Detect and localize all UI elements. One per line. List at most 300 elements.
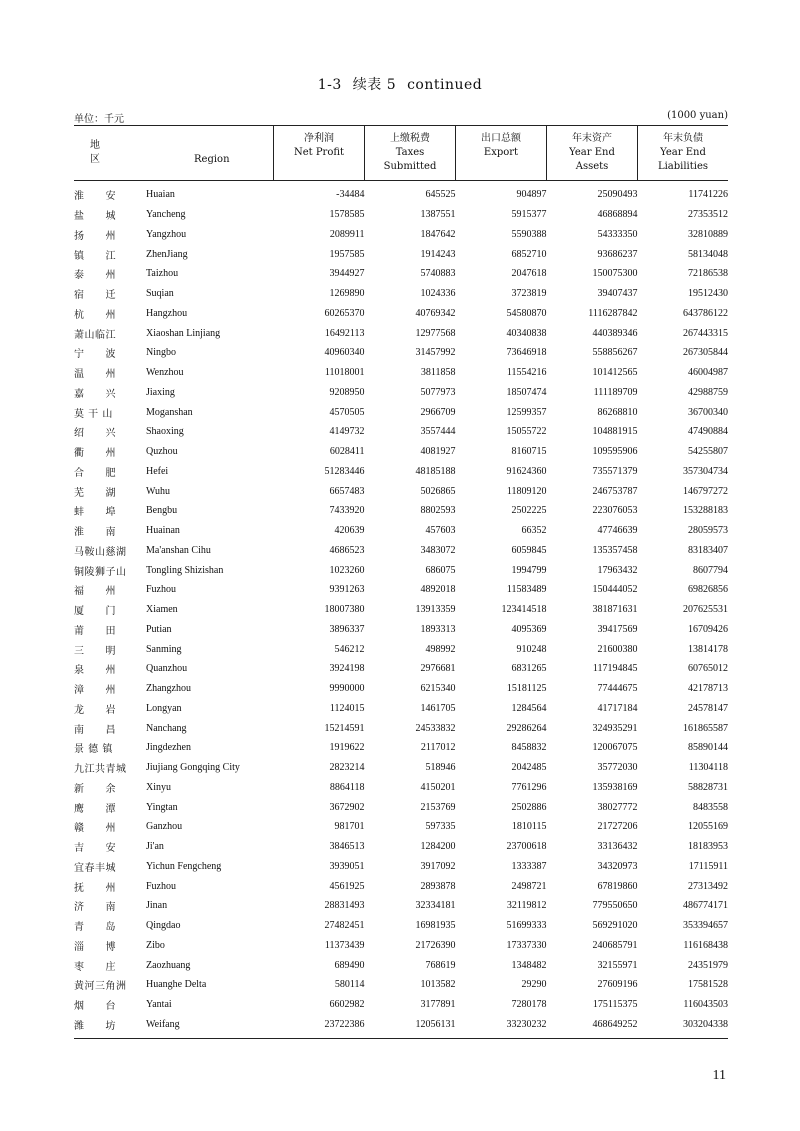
cell-year-end-liabilities: 11304118 [688,762,728,774]
table-row [74,817,728,837]
unit-label-en: (1000 yuan) [667,110,728,121]
cell-year-end-assets: 120067075 [592,742,638,754]
cell-export: 32119812 [506,900,547,912]
cell-region-en: Xiamen [146,604,178,616]
cell-year-end-assets: 38027772 [597,801,638,813]
cell-export: 1284564 [511,702,547,714]
table-number: 1-3 [317,77,342,93]
header-liabilities-en1: Year End [660,147,706,158]
cell-taxes-submitted: 40769342 [415,307,456,319]
cell-region-cn: 萧山临江 [74,329,116,341]
cell-taxes-submitted: 3917092 [420,860,456,872]
cell-net-profit: 4561925 [329,880,365,892]
cell-year-end-assets: 468649252 [547,1015,638,1039]
cell-export: 6059845 [511,544,547,556]
cell-year-end-assets: 17963432 [597,564,638,576]
cell-export: 2502225 [511,505,547,517]
statistics-table [74,125,728,1039]
cell-export: 7761296 [511,781,547,793]
cell-year-end-liabilities: 12055169 [688,821,728,833]
cell-region-en: ZhenJiang [146,248,188,260]
header-net-profit-en: Net Profit [293,147,345,158]
cell-region-en: Zhangzhou [146,683,191,695]
cell-taxes-submitted: 1284200 [420,841,456,853]
cell-taxes-submitted: 3483072 [420,544,456,556]
cell-region-en: Wuhu [146,485,171,497]
cell-export: 29286264 [506,722,547,734]
table-row [74,975,728,995]
cell-year-end-liabilities: 32810889 [688,228,728,240]
cell-year-end-assets: 27609196 [597,979,638,991]
cell-export: 1333387 [511,860,547,872]
cell-year-end-assets: 25090493 [597,189,638,201]
cell-taxes-submitted: 12056131 [365,1015,456,1039]
cell-year-end-assets: 104881915 [592,426,638,438]
cell-export: 2502886 [511,801,547,813]
cell-year-end-liabilities: 47490884 [688,426,728,438]
cell-region-en: Quanzhou [146,663,188,675]
cell-taxes-submitted: 21726390 [415,939,456,951]
cell-region-cn: 淮 南 [74,527,116,539]
header-taxes-en2: Submitted [383,161,437,172]
cell-taxes-submitted: 686075 [425,564,456,576]
title-en: continued [407,77,483,93]
cell-region-en: Ji'an [146,841,164,853]
cell-region-en: Yancheng [146,209,186,221]
table-row [74,481,728,501]
cell-net-profit: 689490 [334,959,365,971]
cell-year-end-assets: 77444675 [597,683,638,695]
cell-year-end-liabilities: 83183407 [688,544,728,556]
cell-export: 17337330 [506,939,547,951]
cell-region-cn: 泉 州 [74,665,116,677]
cell-year-end-liabilities: 18183953 [688,841,728,853]
cell-taxes-submitted: 24533832 [415,722,456,734]
page-number: 11 [712,1068,726,1083]
cell-region-en: Jiujiang Gongqing City [146,762,240,774]
cell-region-cn: 吉 安 [74,843,116,855]
cell-net-profit: -34484 [336,189,365,201]
cell-taxes-submitted: 5077973 [420,386,456,398]
cell-export: 3723819 [511,288,547,300]
cell-year-end-liabilities: 8483558 [693,801,728,813]
cell-year-end-liabilities: 486774171 [683,900,728,912]
cell-net-profit: 60265370 [324,307,365,319]
cell-export: 29290 [521,979,547,991]
cell-net-profit: 27482451 [324,920,365,932]
cell-region-en: Suqian [146,288,174,300]
cell-year-end-assets: 381871631 [592,604,638,616]
table-row [74,244,728,264]
table-row [74,264,728,284]
table-row [74,323,728,343]
cell-taxes-submitted: 2893878 [420,880,456,892]
cell-region-cn: 衢 州 [74,448,116,460]
table-row [74,205,728,225]
table-header-row [74,126,728,181]
cell-taxes-submitted: 5026865 [420,485,456,497]
cell-taxes-submitted: 1893313 [420,623,456,635]
cell-year-end-liabilities: 116168438 [683,939,728,951]
cell-region-cn: 芜 湖 [74,487,116,499]
cell-year-end-liabilities: 13814178 [688,643,728,655]
cell-taxes-submitted: 48185188 [415,465,456,477]
cell-net-profit: 3939051 [329,860,365,872]
cell-taxes-submitted: 645525 [425,189,456,201]
table-row [74,995,728,1015]
cell-net-profit: 4686523 [329,544,365,556]
cell-region-cn: 赣 州 [74,823,116,835]
cell-net-profit: 9391263 [329,584,365,596]
cell-year-end-liabilities: 42988759 [688,386,728,398]
cell-region-cn: 宜春丰城 [74,862,116,874]
header-net-profit-cn: 净利润 [304,133,334,144]
cell-net-profit: 420639 [334,525,365,537]
cell-year-end-assets: 246753787 [592,485,638,497]
cell-year-end-assets: 135357458 [592,544,638,556]
cell-export: 5915377 [511,209,547,221]
cell-net-profit: 981701 [334,821,365,833]
table-row [74,936,728,956]
cell-region-en: Taizhou [146,268,179,280]
cell-year-end-liabilities: 267305844 [683,347,728,359]
table-row [74,560,728,580]
header-liabilities-cn: 年末负债 [663,133,703,144]
cell-region-cn: 三 明 [74,645,116,657]
table-row [74,837,728,857]
cell-export: 2498721 [511,880,547,892]
table-row [74,896,728,916]
header-export [456,126,547,181]
cell-year-end-assets: 135938169 [592,781,638,793]
cell-year-end-liabilities: 8607794 [693,564,728,576]
cell-year-end-assets: 93686237 [597,248,638,260]
table-row [74,620,728,640]
cell-export: 66352 [521,525,547,537]
table-row [74,699,728,719]
cell-region-cn: 龙 岩 [74,704,116,716]
cell-year-end-assets: 440389346 [592,327,638,339]
cell-net-profit: 28831493 [324,900,365,912]
cell-year-end-assets: 117194845 [592,663,638,675]
cell-net-profit: 51283446 [324,465,365,477]
cell-region-cn: 九江共青城 [74,764,127,776]
cell-region-en: Hefei [146,465,169,477]
header-taxes-en1: Taxes [395,147,425,158]
header-net-profit [274,126,365,181]
cell-region-cn: 宿 迁 [74,290,116,302]
cell-export: 1994799 [511,564,547,576]
cell-net-profit: 3944927 [329,268,365,280]
cell-taxes-submitted: 1387551 [420,209,456,221]
table-row [74,639,728,659]
cell-year-end-assets: 779550650 [592,900,638,912]
cell-year-end-liabilities: 207625531 [683,604,728,616]
cell-region-cn: 杭 州 [74,309,116,321]
cell-region-cn: 烟 台 [74,1001,116,1013]
table-row [74,501,728,521]
cell-year-end-liabilities: 116043503 [683,999,728,1011]
cell-region-en: Yichun Fengcheng [146,860,222,872]
cell-year-end-liabilities: 24351979 [688,959,728,971]
cell-taxes-submitted: 768619 [425,959,456,971]
cell-region-cn: 泰 州 [74,270,116,282]
cell-region-cn: 镇 江 [74,250,116,262]
cell-region-cn: 莫 干 山 [74,408,113,420]
cell-taxes-submitted: 3811858 [420,367,456,379]
cell-region-en: Fuzhou [146,880,176,892]
cell-region-cn: 铜陵狮子山 [74,566,127,578]
cell-net-profit: 18007380 [324,604,365,616]
cell-net-profit: 1124015 [329,702,365,714]
cell-year-end-liabilities: 19512430 [688,288,728,300]
table-row [74,1015,728,1039]
table-row [74,284,728,304]
header-liabilities [638,126,729,181]
cell-net-profit: 580114 [334,979,365,991]
cell-taxes-submitted: 1013582 [420,979,456,991]
cell-export: 123414518 [501,604,547,616]
cell-year-end-assets: 1116287842 [588,307,638,319]
cell-region-cn: 莆 田 [74,625,116,637]
cell-taxes-submitted: 3557444 [420,426,456,438]
table-row [74,521,728,541]
cell-year-end-assets: 35772030 [597,762,638,774]
cell-net-profit: 11373439 [324,939,365,951]
cell-taxes-submitted: 4892018 [420,584,456,596]
cell-taxes-submitted: 4081927 [420,446,456,458]
cell-year-end-liabilities: 27353512 [688,209,728,221]
header-assets-en1: Year End [569,147,615,158]
cell-year-end-assets: 86268810 [597,406,638,418]
cell-region-en: Moganshan [146,406,193,418]
cell-year-end-assets: 150444052 [592,584,638,596]
header-assets [547,126,638,181]
cell-region-en: Zaozhuang [146,959,191,971]
cell-net-profit: 3924198 [329,663,365,675]
cell-region-cn: 青 岛 [74,922,116,934]
table-row [74,916,728,936]
cell-net-profit: 4149732 [329,426,365,438]
table-row [74,797,728,817]
cell-taxes-submitted: 5740883 [420,268,456,280]
title-cn: 续表 5 [352,77,397,93]
cell-year-end-liabilities: 42178713 [688,683,728,695]
cell-region-cn: 鹰 潭 [74,803,116,815]
table-body [74,181,728,1039]
cell-net-profit: 6657483 [329,485,365,497]
header-liabilities-en2: Liabilities [657,161,709,172]
table-row [74,758,728,778]
table-row [74,778,728,798]
cell-region-en: Ganzhou [146,821,183,833]
cell-year-end-liabilities: 85890144 [688,742,728,754]
cell-net-profit: 1578585 [329,209,365,221]
cell-taxes-submitted: 31457992 [415,347,456,359]
cell-year-end-liabilities: 58134048 [688,248,728,260]
cell-taxes-submitted: 3177891 [420,999,456,1011]
cell-region-cn: 盐 城 [74,211,116,223]
cell-taxes-submitted: 6215340 [420,683,456,695]
cell-net-profit: 3672902 [329,801,365,813]
cell-region-cn: 抚 州 [74,882,116,894]
cell-region-cn: 宁 波 [74,349,116,361]
cell-net-profit: 11018001 [324,367,365,379]
cell-year-end-liabilities: 267443315 [683,327,728,339]
header-region [74,126,274,181]
cell-year-end-liabilities: 643786122 [683,307,728,319]
cell-taxes-submitted: 2966709 [420,406,456,418]
cell-export: 904897 [516,189,547,201]
cell-region-cn: 新 余 [74,783,116,795]
cell-export: 11554216 [506,367,547,379]
cell-taxes-submitted: 2153769 [420,801,456,813]
header-export-cn: 出口总额 [481,133,521,144]
cell-region-cn: 黄河三角洲 [74,981,127,993]
header-assets-cn: 年末资产 [572,133,612,144]
cell-taxes-submitted: 32334181 [415,900,456,912]
cell-year-end-assets: 41717184 [597,702,638,714]
cell-export: 40340838 [506,327,547,339]
cell-region-cn: 景 德 镇 [74,744,113,756]
cell-export: 73646918 [506,347,547,359]
table-row [74,580,728,600]
cell-year-end-liabilities: 24578147 [688,702,728,714]
cell-year-end-assets: 33136432 [597,841,638,853]
table-row [74,462,728,482]
cell-region-cn: 福 州 [74,586,116,598]
cell-net-profit: 6602982 [329,999,365,1011]
cell-year-end-assets: 569291020 [592,920,638,932]
table-row [74,659,728,679]
cell-export: 7280178 [511,999,547,1011]
cell-year-end-liabilities: 146797272 [683,485,728,497]
cell-taxes-submitted: 2976681 [420,663,456,675]
cell-year-end-assets: 223076053 [592,505,638,517]
cell-taxes-submitted: 457603 [425,525,456,537]
cell-year-end-liabilities: 17115911 [688,860,728,872]
cell-year-end-assets: 558856267 [592,347,638,359]
cell-region-cn: 马鞍山慈湖 [74,546,127,558]
cell-export: 54580870 [506,307,547,319]
cell-taxes-submitted: 1914243 [420,248,456,260]
cell-year-end-liabilities: 69826856 [688,584,728,596]
cell-year-end-assets: 21727206 [597,821,638,833]
cell-export: 2042485 [511,762,547,774]
cell-net-profit: 2823214 [329,762,365,774]
cell-net-profit: 1269890 [329,288,365,300]
cell-region-en: Longyan [146,702,182,714]
cell-export: 6852710 [511,248,547,260]
cell-region-en: Bengbu [146,505,178,517]
cell-region-en: Jinan [146,900,168,912]
table-row [74,600,728,620]
table-row [74,343,728,363]
cell-region-cn: 温 州 [74,369,116,381]
cell-year-end-liabilities: 54255807 [688,446,728,458]
cell-region-cn: 漳 州 [74,685,116,697]
cell-taxes-submitted: 13913359 [415,604,456,616]
unit-label-cn: 单位：千元 [74,114,124,125]
cell-net-profit: 7433920 [329,505,365,517]
cell-export: 910248 [516,643,547,655]
cell-year-end-assets: 150075300 [592,268,638,280]
cell-year-end-liabilities: 353394657 [683,920,728,932]
cell-year-end-liabilities: 72186538 [688,268,728,280]
table-row [74,383,728,403]
cell-export: 1810115 [511,821,547,833]
cell-region-cn: 绍 兴 [74,428,116,440]
table-row [74,402,728,422]
cell-export: 5590388 [511,228,547,240]
cell-taxes-submitted: 12977568 [415,327,456,339]
cell-net-profit: 3896337 [329,623,365,635]
cell-export: 91624360 [506,465,547,477]
cell-export: 12599357 [506,406,547,418]
cell-year-end-liabilities: 11741226 [688,189,728,201]
header-taxes [365,126,456,181]
cell-net-profit: 546212 [334,643,365,655]
cell-export: 8458832 [511,742,547,754]
cell-year-end-assets: 21600380 [597,643,638,655]
cell-region-en: Ma'anshan Cihu [146,544,211,556]
table-row [74,718,728,738]
cell-year-end-liabilities: 153288183 [683,505,728,517]
table-row [74,225,728,245]
table-row [74,442,728,462]
cell-taxes-submitted: 4150201 [420,781,456,793]
cell-region-cn: 厦 门 [74,606,116,618]
table-row [74,541,728,561]
cell-region-en: Hangzhou [146,307,188,319]
cell-export: 15181125 [506,683,547,695]
cell-region-en: Huanghe Delta [146,979,207,991]
table-row [74,679,728,699]
cell-region-en: Yangzhou [146,228,187,240]
cell-year-end-liabilities: 161865587 [683,722,728,734]
table-title [0,74,800,94]
cell-net-profit: 6028411 [329,446,365,458]
cell-region-cn: 嘉 兴 [74,388,116,400]
cell-region-en: Zibo [146,939,165,951]
cell-year-end-assets: 54333350 [597,228,638,240]
cell-year-end-liabilities: 28059573 [688,525,728,537]
cell-year-end-liabilities: 17581528 [688,979,728,991]
cell-export: 2047618 [511,268,547,280]
cell-taxes-submitted: 1461705 [420,702,456,714]
cell-year-end-assets: 34320973 [597,860,638,872]
cell-export: 11809120 [506,485,547,497]
cell-region-en: Jingdezhen [146,742,191,754]
cell-region-en: Putian [146,623,172,635]
cell-net-profit: 16492113 [324,327,365,339]
cell-year-end-assets: 324935291 [592,722,638,734]
cell-region-cn: 南 昌 [74,724,116,736]
cell-export: 51699333 [506,920,547,932]
cell-export: 4095369 [511,623,547,635]
cell-region-cn: 潍 坊 [74,1015,146,1039]
cell-net-profit: 3846513 [329,841,365,853]
cell-export: 15055722 [506,426,547,438]
cell-region-cn: 济 南 [74,902,116,914]
cell-export: 18507474 [506,386,547,398]
cell-taxes-submitted: 16981935 [415,920,456,932]
table-row [74,857,728,877]
cell-region-en: Wenzhou [146,367,184,379]
cell-region-en: Tongling Shizishan [146,564,224,576]
cell-net-profit: 2089911 [329,228,365,240]
cell-year-end-assets: 101412565 [592,367,638,379]
